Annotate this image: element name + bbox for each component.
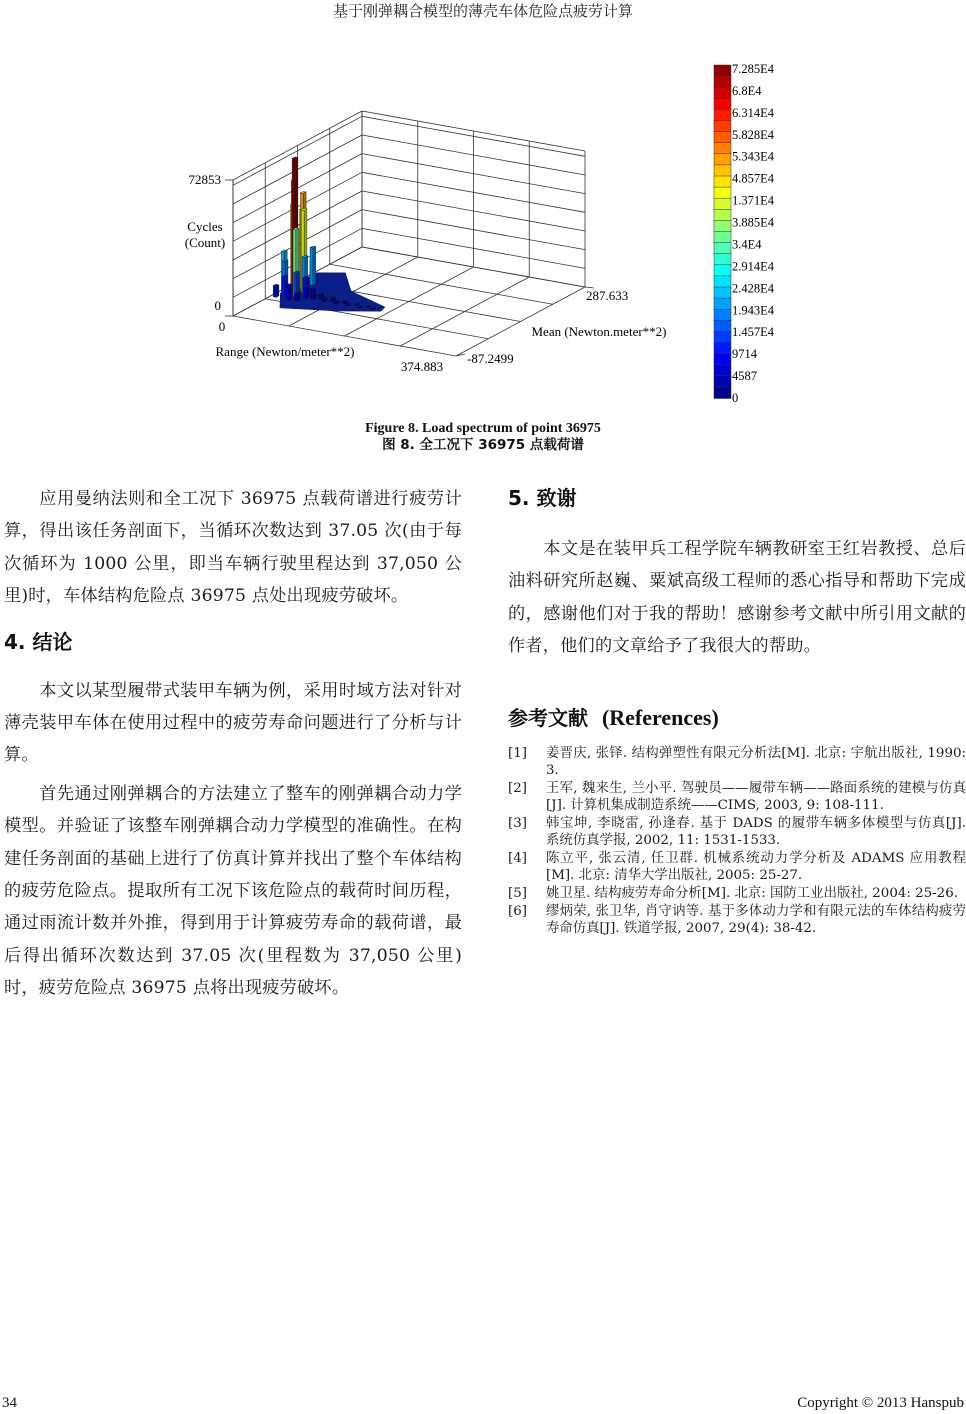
- colorbar-segment: [714, 387, 731, 399]
- references-heading: [508, 703, 966, 733]
- reference-number: [6]: [508, 903, 527, 919]
- colorbar-segment: [714, 76, 731, 88]
- colorbar-label: 0: [732, 391, 739, 405]
- colorbar-label: 9714: [732, 347, 757, 362]
- x-tick-max: 374.883: [400, 359, 444, 374]
- histogram-bar: [295, 292, 301, 302]
- paragraph-conclusion-1: 本文以某型履带式装甲车辆为例，采用时域方法对针对薄壳装甲车体在使用过程中的疲劳寿命问题进行了分析与计算。: [4, 680, 462, 766]
- reference-number: [5]: [508, 885, 527, 901]
- reference-text: 陈立平, 张云清, 任卫群. 机械系统动力学分析及 ADAMS 应用教程[M]. 北京: 清华大学出版社, 2005: 25-27.: [546, 850, 966, 883]
- histogram-bar: [286, 284, 292, 301]
- colorbar-segment: [714, 165, 731, 177]
- colorbar-segment: [714, 109, 731, 121]
- colorbar-label: 2.428E4: [732, 281, 775, 296]
- references-heading-en: (References): [601, 704, 719, 730]
- colorbar-segment: [714, 176, 731, 188]
- colorbar-label: 4587: [732, 369, 757, 384]
- colorbar-label: 6.314E4: [732, 105, 775, 120]
- paragraph-acknowledgement: 本文是在装甲兵工程学院车辆教研室王红岩教授、总后油料研究所赵巍、粟斌高级工程师的悉心指导和帮助下完成的，感谢他们对于我的帮助！感谢参考文献中所引用文献的作者，他们的文章给予了我很大的帮助。: [508, 539, 966, 657]
- bar-front-face: [286, 285, 289, 301]
- load-spectrum-figure: [0, 0, 966, 420]
- colorbar-segment: [714, 121, 731, 133]
- colorbar-segment: [714, 320, 731, 332]
- figure-caption-zh: 图 8. 全工况下 36975 点载荷谱: [382, 437, 584, 453]
- x-axis-label: Range (Newton/meter**2): [215, 344, 355, 359]
- bar-front-face: [295, 293, 298, 301]
- reference-number: [3]: [508, 815, 527, 831]
- left-column: [4, 483, 462, 1005]
- reference-text: 姚卫星. 结构疲劳寿命分析[M]. 北京: 国防工业出版社, 2004: 25-26.: [546, 885, 958, 901]
- figure-caption: [0, 421, 966, 453]
- bar-front-face: [311, 294, 314, 300]
- colorbar-segment: [714, 132, 731, 144]
- colorbar-segment: [714, 243, 731, 255]
- colorbar-segment: [714, 232, 731, 244]
- bar-front-face: [282, 277, 285, 298]
- reference-text: 缪炳荣, 张卫华, 肖守讷等. 基于多体动力学和有限元法的车体结构疲劳寿命仿真[J]. 铁道学报, 2007, 29(4): 38-42.: [546, 903, 966, 936]
- colorbar-segment: [714, 209, 731, 221]
- colorbar-segment: [714, 154, 731, 166]
- bar-front-face: [318, 294, 321, 299]
- histogram-bar: [273, 284, 279, 297]
- reference-item: [508, 885, 966, 902]
- y-axis-label: Mean (Newton.meter**2): [531, 324, 667, 339]
- colorbar-segment: [714, 143, 731, 155]
- histogram-bar: [311, 293, 317, 301]
- reference-item: [508, 780, 966, 814]
- z-axis-label-line1: Cycles: [187, 219, 223, 234]
- page-number: 34: [2, 1395, 17, 1411]
- histogram-bar: [304, 286, 310, 299]
- y-tick-max: 287.633: [586, 288, 629, 303]
- colorbar-segment: [714, 265, 731, 277]
- reference-item: [508, 745, 966, 779]
- colorbar-segment: [714, 376, 731, 388]
- reference-text: 姜晋庆, 张铎. 结构弹塑性有限元分析法[M]. 北京: 宇航出版社, 1990: 3.: [546, 745, 966, 778]
- colorbar-segment: [714, 87, 731, 99]
- colorbar-label: 5.828E4: [732, 127, 775, 142]
- bar-front-face: [322, 298, 325, 302]
- chart-bars: [273, 157, 385, 311]
- bar-side-face: [307, 286, 310, 299]
- colorbar-segment: [714, 343, 731, 355]
- reference-text: 韩宝坤, 李晓雷, 孙逢春. 基于 DADS 的履带车辆多体模型与仿真[J]. 系统仿真学报, 2002, 11: 1531-1533.: [546, 815, 966, 848]
- colorbar-segment: [714, 331, 731, 343]
- colorbar-segment: [714, 276, 731, 288]
- bar-front-face: [304, 287, 307, 299]
- colorbar-label: 3.885E4: [732, 215, 775, 230]
- z-tick-min: 0: [214, 298, 221, 313]
- z-axis-label-line2: (Count): [184, 235, 226, 250]
- right-column: [508, 483, 966, 938]
- colorbar-segment: [714, 198, 731, 210]
- histogram-bar: [310, 246, 316, 285]
- colorbar-segment: [714, 65, 731, 77]
- colorbar-label: 7.285E4: [732, 62, 775, 76]
- colorbar-segment: [714, 365, 731, 377]
- colorbar-label: 1.457E4: [732, 325, 775, 340]
- reference-text: 王军, 魏来生, 兰小平. 驾驶员——履带车辆——路面系统的建模与仿真[J]. 计算机集成制造系统——CIMS, 2003, 9: 108-111.: [546, 780, 966, 813]
- colorbar-label: 1.371E4: [732, 193, 775, 208]
- colorbar-segment: [714, 98, 731, 110]
- colorbar-label: 5.343E4: [732, 149, 775, 164]
- figure-caption-en: Figure 8. Load spectrum of point 36975: [365, 421, 601, 436]
- reference-item: [508, 815, 966, 849]
- running-head: 基于刚弹耦合模型的薄壳车体危险点疲劳计算: [332, 2, 633, 20]
- reference-list: [508, 745, 966, 937]
- bar-front-face: [310, 247, 313, 285]
- section-heading-conclusion: 4. 结论: [4, 629, 73, 654]
- colorbar-label: 4.857E4: [732, 171, 775, 186]
- colorbar-label: 3.4E4: [732, 237, 762, 252]
- histogram-bar: [322, 296, 328, 302]
- colorbar-segment: [714, 287, 731, 299]
- colorbar-segment: [714, 354, 731, 366]
- colorbar-label: 1.943E4: [732, 303, 775, 318]
- reference-item: [508, 903, 966, 937]
- colorbar-segment: [714, 298, 731, 310]
- paragraph-fatigue-result: 应用曼纳法则和全工况下 36975 点载荷谱进行疲劳计算，得出该任务剖面下，当循环次数达到 37.05 次(由于每次循环为 1000 公里，即当车辆行驶里程达到 37,050 公里)时，车体结构危险点 36975 点处出现疲劳破坏。: [4, 489, 462, 607]
- colorbar-segment: [714, 187, 731, 199]
- colorbar: [714, 62, 775, 405]
- x-tick-min: 0: [218, 319, 226, 334]
- references-heading-zh: 参考文献: [508, 705, 588, 730]
- bar-side-face: [313, 247, 316, 286]
- chart-grid: [225, 111, 594, 356]
- reference-number: [2]: [508, 780, 527, 796]
- colorbar-segment: [714, 220, 731, 232]
- section-heading-acknowledgement: 5. 致谢: [508, 486, 577, 510]
- bar-front-face: [273, 286, 276, 298]
- z-tick-max: 72853: [188, 172, 221, 187]
- bar-side-face: [276, 285, 279, 298]
- reference-number: [4]: [508, 850, 527, 866]
- copyright-notice: Copyright © 2013 Hanspub: [797, 1395, 964, 1411]
- colorbar-label: 6.8E4: [732, 83, 762, 98]
- bar-side-face: [289, 284, 292, 300]
- colorbar-segment: [714, 309, 731, 321]
- colorbar-segment: [714, 254, 731, 266]
- paragraph-conclusion-2: 首先通过刚弹耦合的方法建立了整车的刚弹耦合动力学模型。并验证了该整车刚弹耦合动力学模型的准确性。在构建任务剖面的基础上进行了仿真计算并找出了整个车体结构的疲劳危险点。提取所有工况下该危险点的载荷时间历程，通过雨流计数并外推，得到用于计算疲劳寿命的载荷谱，最后得出循环次数达到 37.05 次(里程数为 37,050 公里)时，疲劳危险点 36975 点将出现疲劳破坏。: [4, 783, 462, 999]
- y-tick-min: -87.2499: [467, 351, 514, 366]
- reference-item: [508, 850, 966, 884]
- colorbar-label: 2.914E4: [732, 259, 775, 274]
- reference-number: [1]: [508, 745, 527, 761]
